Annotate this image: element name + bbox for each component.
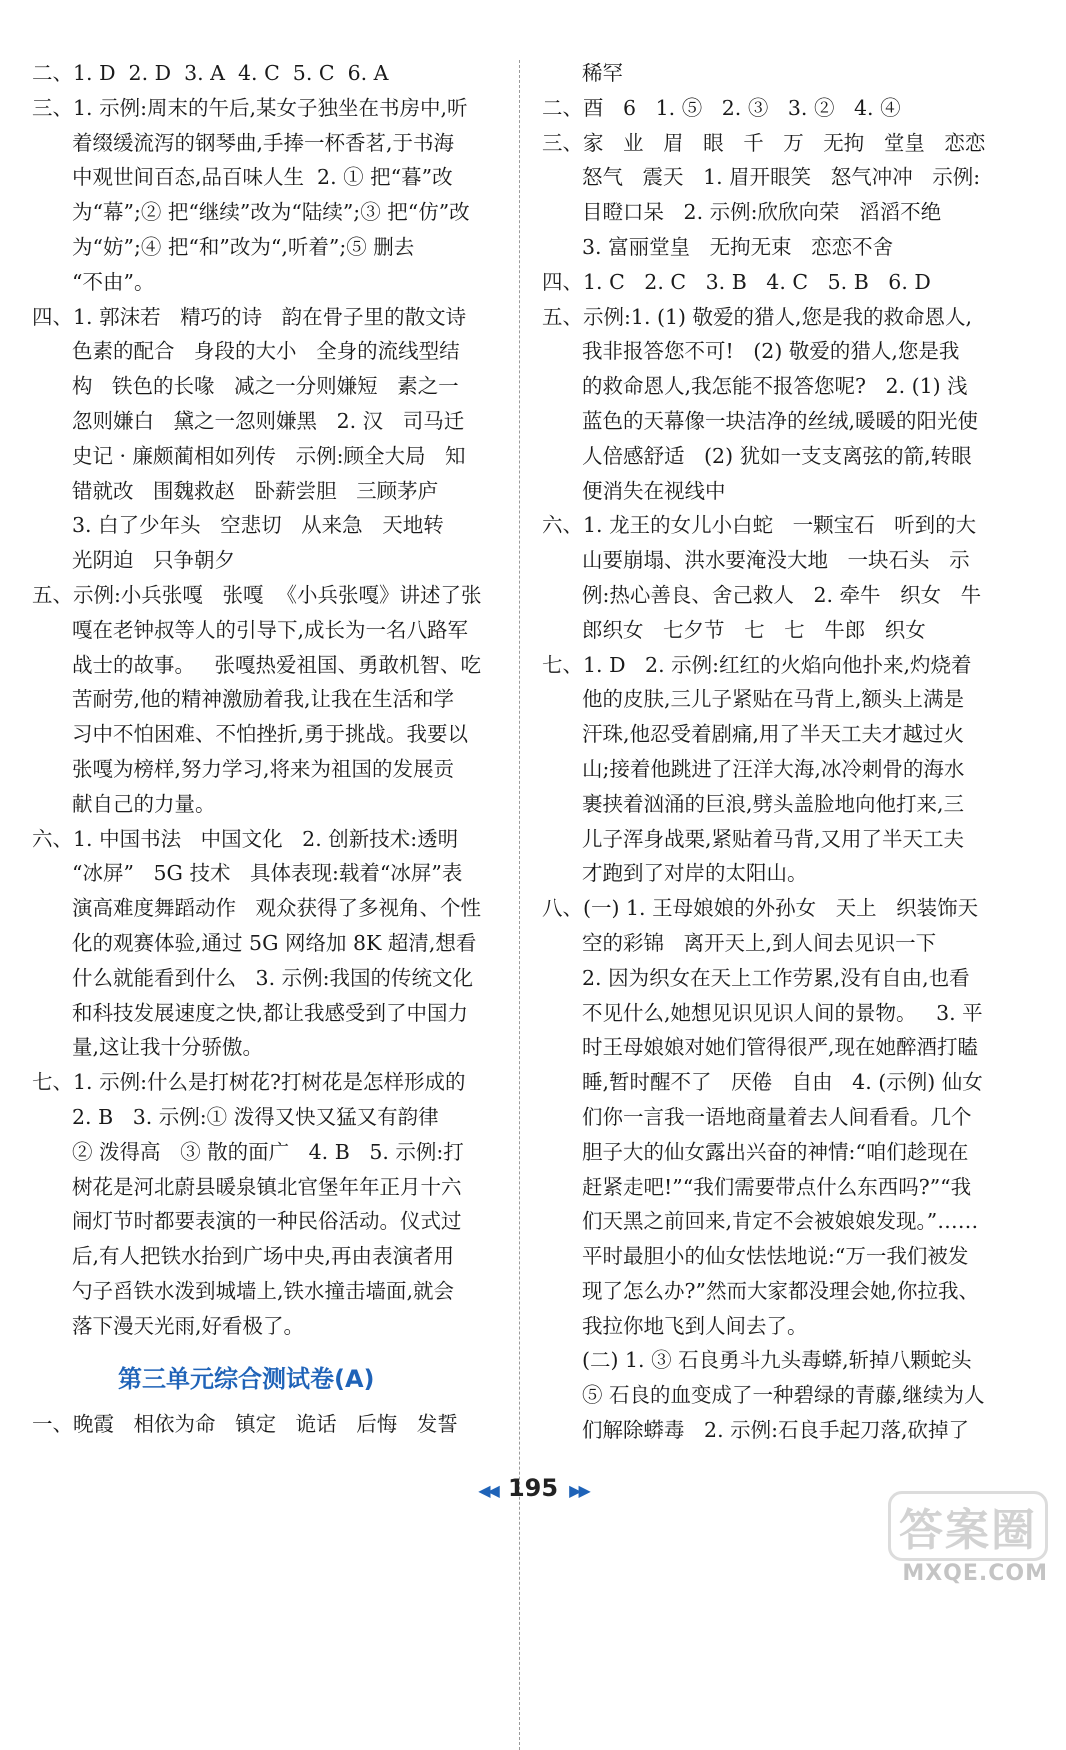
answer-line: 我拉你地飞到人间去了。 (582, 1313, 808, 1338)
answer-line: 的救命恩人,我怎能不报答您呢? 2. (1) 浅 (582, 374, 968, 399)
answer-line: 稀罕 (582, 61, 623, 85)
answer-line: “冰屏” 5G 技术 具体表现:载着“冰屏”表 (72, 861, 463, 886)
answer-line: 为“幕”;② 把“继续”改为“陆续”;③ 把“仿”改 (72, 200, 470, 225)
right-answer-lines (542, 56, 1020, 1448)
answer-line: 错就改 围魏救赵 卧薪尝胆 三顾茅庐 (72, 478, 439, 503)
answer-line: 他的皮肤,三儿子紧贴在马背上,额头上满是 (582, 687, 965, 712)
answer-line: 例:热心善良、舍己救人 2. 牵牛 织女 牛 (582, 582, 982, 607)
answer-line: 汗珠,他忍受着剧痛,用了半天工夫才越过火 (582, 722, 965, 747)
answer-line: 为“妨”;④ 把“和”改为“,听着”;⑤ 删去 (72, 234, 415, 259)
left-column (32, 56, 504, 1442)
answer-line: 光阴迫 只争朝夕 (72, 548, 236, 573)
answer-line: 平时最胆小的仙女怯怯地说:“万一我们被发 (582, 1244, 969, 1269)
answer-line: 构 铁色的长喙 减之一分则嫌短 素之一 (72, 374, 459, 399)
answer-line: 献自己的力量。 (72, 791, 216, 816)
answer-line: 四、1. 郭沫若 精巧的诗 韵在骨子里的散文诗 (32, 304, 467, 329)
watermark (888, 1491, 1048, 1586)
left-answer-lines (32, 56, 504, 1343)
section-title: 第三单元综合测试卷(A) (118, 1365, 375, 1394)
next-arrows-icon: ▶▶ (569, 1481, 588, 1500)
answer-line: 们天黑之前回来,肯定不会被娘娘发现。”…… (582, 1209, 979, 1234)
answer-line: 忽则嫌白 黛之一忽则嫌黑 2. 汉 司马迁 (72, 408, 465, 433)
answer-line: 七、1. D 2. 示例:红红的火焰向他扑来,灼烧着 (542, 652, 972, 677)
answer-line: 郎织女 七夕节 七 七 牛郎 织女 (582, 617, 926, 642)
answer-line: 色素的配合 身段的大小 全身的流线型结 (72, 339, 460, 364)
answer-line: 一、晚霞 相依为命 镇定 诡话 后悔 发誓 (32, 1412, 458, 1437)
answer-line: 空的彩锦 离开天上,到人间去见识一下 (582, 930, 937, 955)
answer-line: 胆子大的仙女露出兴奋的神情:“咱们趁现在 (582, 1139, 969, 1164)
answer-line: 五、示例:小兵张嘎 张嘎 《小兵张嘎》讲述了张 (32, 582, 482, 607)
answer-line: 张嘎为榜样,努力学习,将来为祖国的发展贡 (72, 756, 455, 781)
answer-line: 后,有人把铁水抬到广场中央,再由表演者用 (72, 1244, 455, 1269)
answer-line: 现了怎么办?”然而大家都没理会她,你拉我、 (582, 1278, 979, 1303)
answer-line: 二、酉 6 1. ⑤ 2. ③ 3. ② 4. ④ (542, 95, 901, 120)
answer-line: 便消失在视线中 (582, 478, 726, 503)
answer-line: 八、(一) 1. 王母娘娘的外孙女 天上 织装饰天 (542, 896, 979, 921)
answer-line: 三、家 业 眉 眼 千 万 无拘 堂皇 恋恋 (542, 130, 986, 155)
answer-line: 山要崩塌、洪水要淹没大地 一块石头 示 (582, 548, 970, 573)
answer-line: 嘎在老钟叔等人的引导下,成长为一名八路军 (72, 617, 469, 642)
answer-line: 六、1. 中国书法 中国文化 2. 创新技术:透明 (32, 826, 459, 851)
answer-line: 3. 白了少年头 空悲切 从来急 天地转 (72, 513, 444, 538)
answer-line: 睡,暂时醒不了 厌倦 自由 4. (示例) 仙女 (582, 1070, 983, 1095)
answer-line: 才跑到了对岸的太阳山。 (582, 861, 808, 886)
answer-line: ⑤ 石良的血变成了一种碧绿的青藤,继续为人 (582, 1383, 985, 1408)
answer-line: 2. B 3. 示例:① 泼得又快又猛又有韵律 (72, 1104, 439, 1129)
answer-line: 时王母娘娘对她们管得很严,现在她醉酒打瞌 (582, 1035, 979, 1060)
answer-line: 五、示例:1. (1) 敬爱的猎人,您是我的救命恩人, (542, 304, 973, 329)
answer-line: 化的观赛体验,通过 5G 网络加 8K 超清,想看 (72, 930, 477, 955)
answer-line: 三、1. 示例:周末的午后,某女子独坐在书房中,听 (32, 95, 468, 120)
answer-line: 赶紧走吧!”“我们需要带点什么东西吗?”“我 (582, 1174, 972, 1199)
answer-line: 七、1. 示例:什么是打树花?打树花是怎样形成的 (32, 1070, 466, 1095)
answer-line: 们解除蟒毒 2. 示例:石良手起刀落,砍掉了 (582, 1418, 970, 1443)
answer-line: 不见什么,她想见识见识人间的景物。 3. 平 (582, 1000, 983, 1025)
answer-line: 蓝色的天幕像一块洁净的丝绒,暖暖的阳光使 (582, 408, 979, 433)
answer-line: (二) 1. ③ 石良勇斗九头毒蟒,斩掉八颗蛇头 (582, 1348, 972, 1373)
answer-line: 山;接着他跳进了汪洋大海,冰冷刺骨的海水 (582, 756, 965, 781)
answer-line: 量,这让我十分骄傲。 (72, 1035, 264, 1060)
answer-line: 和科技发展速度之快,都让我感受到了中国力 (72, 1000, 469, 1025)
answer-line: 什么就能看到什么 3. 示例:我国的传统文化 (72, 965, 474, 990)
right-column (542, 56, 1020, 1448)
answer-line: 四、1. C 2. C 3. B 4. C 5. B 6. D (542, 269, 931, 294)
answer-line: 树花是河北蔚县暖泉镇北官堡年年正月十六 (72, 1174, 462, 1199)
answer-line: ② 泼得高 ③ 散的面广 4. B 5. 示例:打 (72, 1139, 464, 1164)
answer-line: 们你一言我一语地商量着去人间看看。几个 (582, 1104, 972, 1129)
answer-line: 战士的故事。 张嘎热爱祖国、勇敢机智、吃 (72, 652, 482, 677)
answer-line: 我非报答您不可! (2) 敬爱的猎人,您是我 (582, 339, 960, 364)
answer-line: 史记 · 廉颇蔺相如列传 示例:顾全大局 知 (72, 443, 466, 468)
answer-line: 六、1. 龙王的女儿小白蛇 一颗宝石 听到的大 (542, 513, 977, 538)
answer-line: 2. 因为织女在天上工作劳累,没有自由,也看 (582, 965, 970, 990)
answer-line: 儿子浑身战栗,紧贴着马背,又用了半天工夫 (582, 826, 965, 851)
answer-line: “不由”。 (72, 269, 155, 294)
answer-line: 目瞪口呆 2. 示例:欣欣向荣 滔滔不绝 (582, 200, 942, 225)
answer-line: 二、1. D 2. D 3. A 4. C 5. C 6. A (32, 61, 389, 85)
page-number: 195 (507, 1474, 559, 1502)
answer-line: 闹灯节时都要表演的一种民俗活动。仪式过 (72, 1209, 462, 1234)
answer-line: 中观世间百态,品百味人生 2. ① 把“暮”改 (72, 165, 453, 190)
watermark-logo: 答案圈 (888, 1491, 1048, 1561)
answer-line: 演高难度舞蹈动作 观众获得了多视角、个性 (72, 896, 482, 921)
prev-arrows-icon: ◀◀ (478, 1481, 497, 1500)
watermark-url: MXQE.COM (902, 1561, 1048, 1586)
answer-line: 怒气 震天 1. 眉开眼笑 怒气冲冲 示例: (582, 165, 981, 190)
answer-line: 习中不怕困难、不怕挫折,勇于挑战。我要以 (72, 722, 469, 747)
answer-line: 人倍感舒适 (2) 犹如一支支离弦的箭,转眼 (582, 443, 972, 468)
answer-line: 苦耐劳,他的精神激励着我,让我在生活和学 (72, 687, 455, 712)
answer-line: 3. 富丽堂皇 无拘无束 恋恋不舍 (582, 234, 894, 259)
answer-line: 着缀缓流泻的钢琴曲,手捧一杯香茗,于书海 (72, 130, 455, 155)
answer-line: 落下漫天光雨,好看极了。 (72, 1313, 305, 1338)
answer-line: 裹挟着汹涌的巨浪,劈头盖脸地向他打来,三 (582, 791, 965, 816)
answer-line: 勺子舀铁水泼到城墙上,铁水撞击墙面,就会 (72, 1278, 455, 1303)
